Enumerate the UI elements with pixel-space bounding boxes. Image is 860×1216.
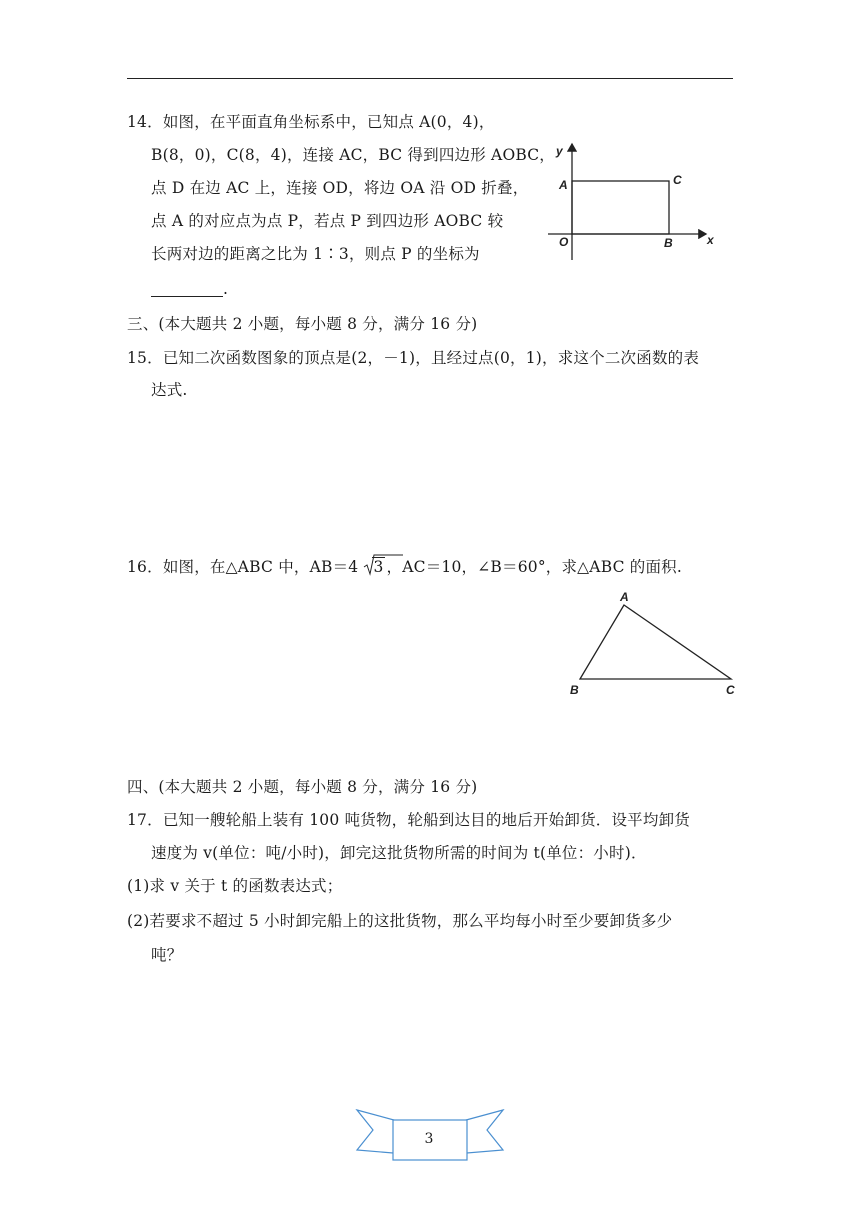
q15-line-2: 达式.: [151, 381, 188, 399]
q14-period: .: [223, 280, 229, 298]
label-a: A: [620, 590, 629, 604]
q14-line-1: 14．如图，在平面直角坐标系中，已知点 A(0，4)，: [127, 113, 495, 131]
label-b: B: [664, 236, 673, 250]
q16-text-pre: 16．如图，在△ABC 中，AB＝4: [127, 558, 364, 576]
section-4-heading: 四、(本大题共 2 小题，每小题 8 分，满分 16 分): [127, 778, 478, 796]
label-x: x: [707, 233, 714, 247]
q14-line-5: 长两对边的距离之比为 1∶3，则点 P 的坐标为: [151, 245, 480, 263]
q17-line-2: 速度为 v(单位：吨/小时)，卸完这批货物所需的时间为 t(单位：小时)．: [151, 844, 647, 862]
page-number: 3: [424, 1131, 434, 1147]
sqrt-expression: [363, 557, 384, 577]
label-a: A: [559, 178, 568, 192]
sqrt-radicand: 3: [373, 558, 384, 576]
header-rule: [127, 78, 733, 79]
q16-text: [127, 557, 682, 577]
q14-line-2: B(8，0)，C(8，4)，连接 AC，BC 得到四边形 AOBC，: [151, 146, 555, 164]
sqrt-sign-icon: [363, 554, 375, 576]
q15-line-1: 15．已知二次函数图象的顶点是(2，－1)，且经过点(0，1)，求这个二次函数的表: [127, 349, 700, 367]
label-b: B: [570, 683, 579, 697]
q14-line-4: 点 A 的对应点为点 P，若点 P 到四边形 AOBC 较: [151, 212, 504, 230]
q17-line-1: 17．已知一艘轮船上装有 100 吨货物，轮船到达目的地后开始卸货．设平均卸货: [127, 811, 690, 829]
q14-line-3: 点 D 在边 AC 上，连接 OD，将边 OA 沿 OD 折叠，: [151, 179, 529, 197]
label-c: C: [726, 683, 735, 697]
q14-answer-line: [151, 279, 228, 299]
section-3-heading: 三、(本大题共 2 小题，每小题 8 分，满分 16 分): [127, 315, 478, 333]
triangle-abc: [580, 605, 731, 679]
q17-part-2-line-2: 吨？: [151, 946, 183, 964]
q17-part-2-line-1: (2)若要求不超过 5 小时卸完船上的这批货物，那么平均每小时至少要卸货多少: [127, 912, 673, 930]
q16-triangle-figure: [566, 588, 746, 700]
label-y: y: [556, 144, 563, 158]
q16-text-post: ，AC＝10，∠B＝60°，求△ABC 的面积.: [386, 558, 682, 576]
quadrilateral-aobc: [572, 181, 669, 234]
q17-part-1: (1)求 v 关于 t 的函数表达式；: [127, 877, 343, 895]
answer-blank: [151, 282, 223, 297]
label-c: C: [673, 173, 682, 187]
q14-coordinate-figure: [540, 138, 730, 263]
label-o: O: [559, 235, 569, 249]
